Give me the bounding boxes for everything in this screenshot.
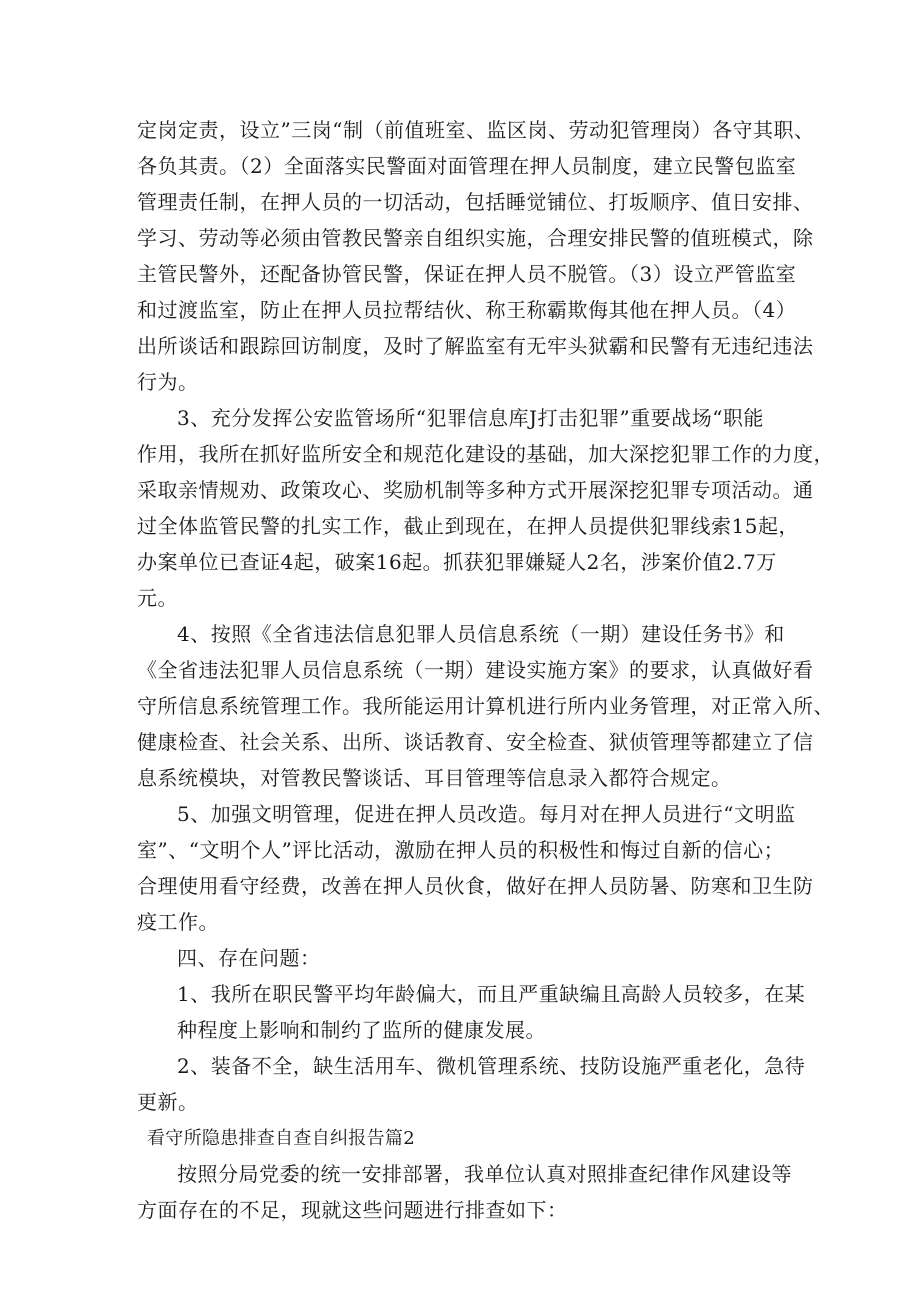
text-line: 和过渡监室，防止在押人员拉帮结伙、称王称霸欺侮其他在押人员。（4） [137, 298, 797, 322]
paragraph-start-line: 1、我所在职民警平均年龄偏大，而且严重缺编且高龄人员较多，在某 [177, 982, 806, 1006]
text-line: 室”、“文明个人”评比活动，激励在押人员的积极性和悔过自新的信心； [137, 838, 785, 862]
paragraph-start-line: 2、装备不全，缺生活用车、微机管理系统、技防设施严重老化，急待 [177, 1054, 806, 1078]
text-line: 各负其责。（2）全面落实民警面对面管理在押人员制度，建立民警包监室 [137, 154, 797, 178]
paragraph-start-line: 按照分局党委的统一安排部署，我单位认真对照排查纪律作风建设等 [177, 1162, 792, 1186]
article-title: 看守所隐患排查自查自纠报告篇2 [147, 1128, 415, 1149]
text-line: 健康检查、社会关系、出所、谈话教育、安全检查、狱侦管理等都建立了信 [137, 730, 814, 754]
text-line: 办案单位已查证4起，破案16起。抓获犯罪嫌疑人2名，涉案价值2.7万 [137, 550, 777, 574]
text-line: 息系统模块，对管教民警谈话、耳目管理等信息录入都符合规定。 [137, 766, 732, 790]
text-line: 《全省违法犯罪人员信息系统（一期）建设实施方案》的要求，认真做好看 [137, 658, 814, 682]
text-line: 守所信息系统管理工作。我所能运用计算机进行所内业务管理，对正常入所、 [137, 694, 834, 718]
text-line: 元。 [137, 586, 178, 610]
paragraph-start-line: 3、充分发挥公安监管场所“犯罪信息库J打击犯罪”重要战场“职能 [177, 406, 764, 430]
section-heading: 四、存在问题： [177, 946, 321, 970]
paragraph-start-line: 4、按照《全省违法信息犯罪人员信息系统（一期）建设任务书》和 [177, 622, 785, 646]
text-line: 作用，我所在抓好监所安全和规范化建设的基础，加大深挖犯罪工作的力度， [137, 442, 834, 466]
text-line: 出所谈话和跟踪回访制度，及时了解监室有无牢头狱霸和民警有无违纪违法 [137, 334, 814, 358]
text-line: 更新。 [137, 1090, 199, 1114]
paragraph-start-line: 5、加强文明管理，促进在押人员改造。每月对在押人员进行“文明监 [177, 802, 796, 826]
text-line: 主管民警外，还配备协管民警，保证在押人员不脱管。（3）设立严管监室 [137, 262, 797, 286]
text-line: 采取亲情规劝、政策攻心、奖励机制等多种方式开展深挖犯罪专项活动。通 [137, 478, 814, 502]
text-line: 种程度上影响和制约了监所的健康发展。 [177, 1018, 546, 1042]
text-line: 合理使用看守经费，改善在押人员伙食，做好在押人员防暑、防寒和卫生防 [137, 874, 814, 898]
text-line: 定岗定责，设立”三岗“制（前值班室、监区岗、劳动犯管理岗）各守其职、 [137, 118, 815, 142]
text-line: 管理责任制，在押人员的一切活动，包括睡觉铺位、打坂顺序、值日安排、 [137, 190, 814, 214]
text-line: 过全体监管民警的扎实工作，截止到现在，在押人员提供犯罪线索15起， [137, 514, 799, 538]
text-line: 行为。 [137, 370, 199, 394]
text-line: 方面存在的不足，现就这些问题进行排查如下： [137, 1198, 568, 1222]
text-line: 学习、劳动等必须由管教民警亲自组织实施，合理安排民警的值班模式，除 [137, 226, 814, 250]
text-line: 疫工作。 [137, 910, 219, 934]
